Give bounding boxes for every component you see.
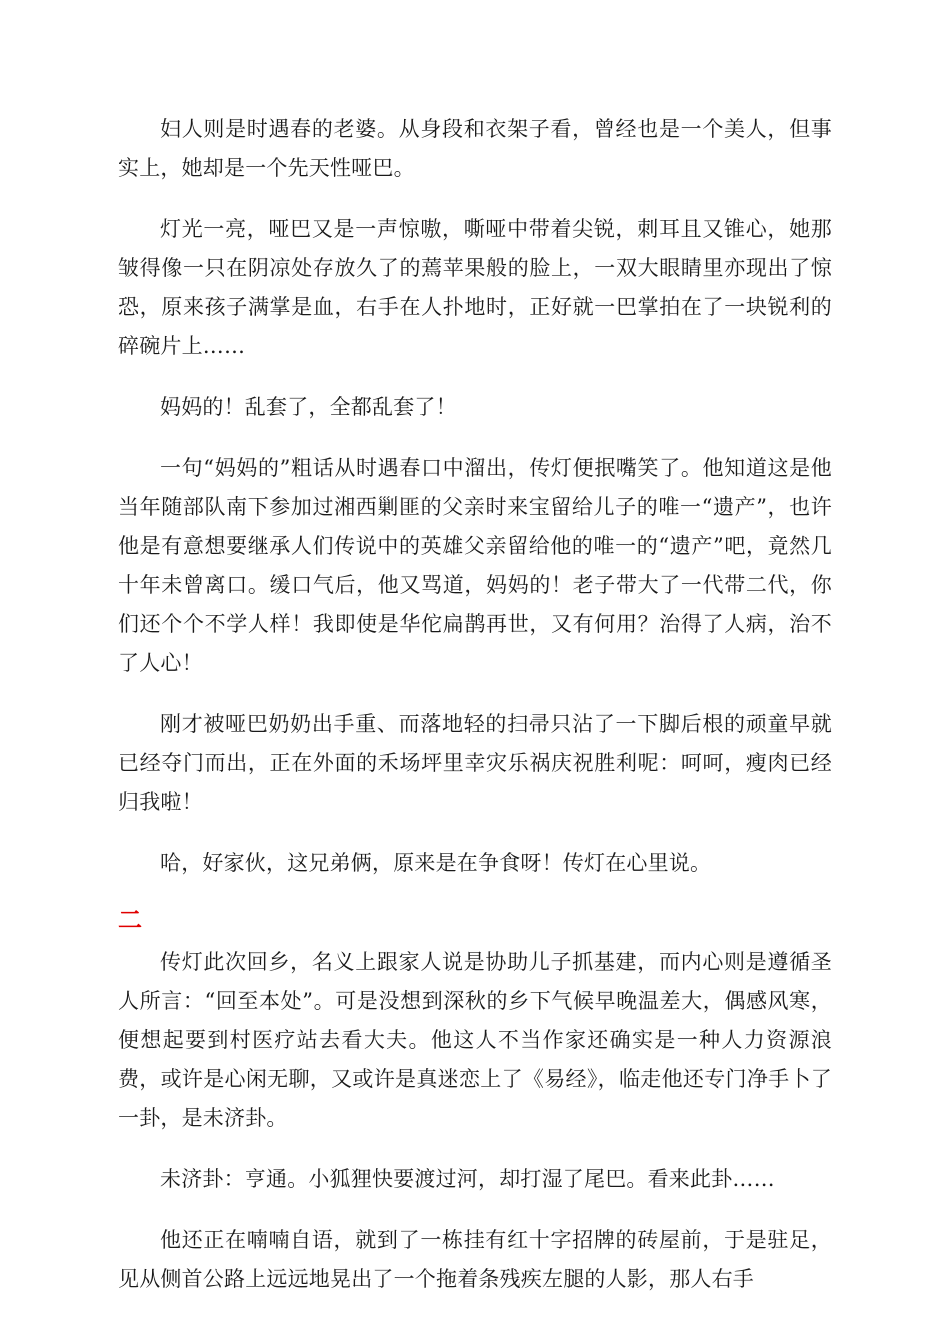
paragraph: 灯光一亮，哑巴又是一声惊嗷，嘶哑中带着尖锐，刺耳且又锥心，她那皱得像一只在阴凉处存放久了的蔫苹果般的脸上，一双大眼睛里亦现出了惊恐，原来孩子满掌是血，右手在人扑地时，正好就一巴掌拍在了一块锐利的碎碗片上…… [118,217,832,358]
paragraph: 哈，好家伙，这兄弟俩，原来是在争食呀！传灯在心里说。 [160,851,712,875]
paragraph: 未济卦：亨通。小狐狸快要渡过河，却打湿了尾巴。看来此卦…… [160,1167,775,1191]
paragraph: 妈妈的！乱套了，全都乱套了！ [160,395,457,419]
paragraph: 一句“妈妈的”粗话从时遇春口中溜出，传灯便抿嘴笑了。他知道这是他当年随部队南下参加过湘西剿匪的父亲时来宝留给儿子的唯一“遗产”，也许他是有意想要继承人们传说中的英雄父亲留给他的唯一的“遗产”吧，竟然几十年未曾离口。缓口气后，他又骂道，妈妈的！老子带大了一代带二代，你们还个个不学人样！我即使是华佗扁鹊再世，又有何用？治得了人病，治不了人心！ [118,456,832,675]
section-heading: 二 [118,906,143,934]
document-body [118,110,832,1321]
paragraph: 他还正在喃喃自语，就到了一栋挂有红十字招牌的砖屋前，于是驻足，见从侧首公路上远远地晃出了一个拖着条残疾左腿的人影，那人右手 [118,1228,832,1291]
paragraph: 刚才被哑巴奶奶出手重、而落地轻的扫帚只沾了一下脚后根的顽童早就已经夺门而出，正在外面的禾场坪里幸灾乐祸庆祝胜利呢：呵呵，瘦肉已经归我啦！ [118,712,832,814]
paragraph: 传灯此次回乡，名义上跟家人说是协助儿子抓基建，而内心则是遵循圣人所言：“回至本处”。可是没想到深秋的乡下气候早晚温差大，偶感风寒，便想起要到村医疗站去看大夫。他这人不当作家还确实是一种人力资源浪费，或许是心闲无聊，又或许是真迷恋上了《易经》，临走他还专门净手卜了一卦，是未济卦。 [118,950,832,1130]
paragraph: 妇人则是时遇春的老婆。从身段和衣架子看，曾经也是一个美人，但事实上，她却是一个先天性哑巴。 [118,117,832,180]
